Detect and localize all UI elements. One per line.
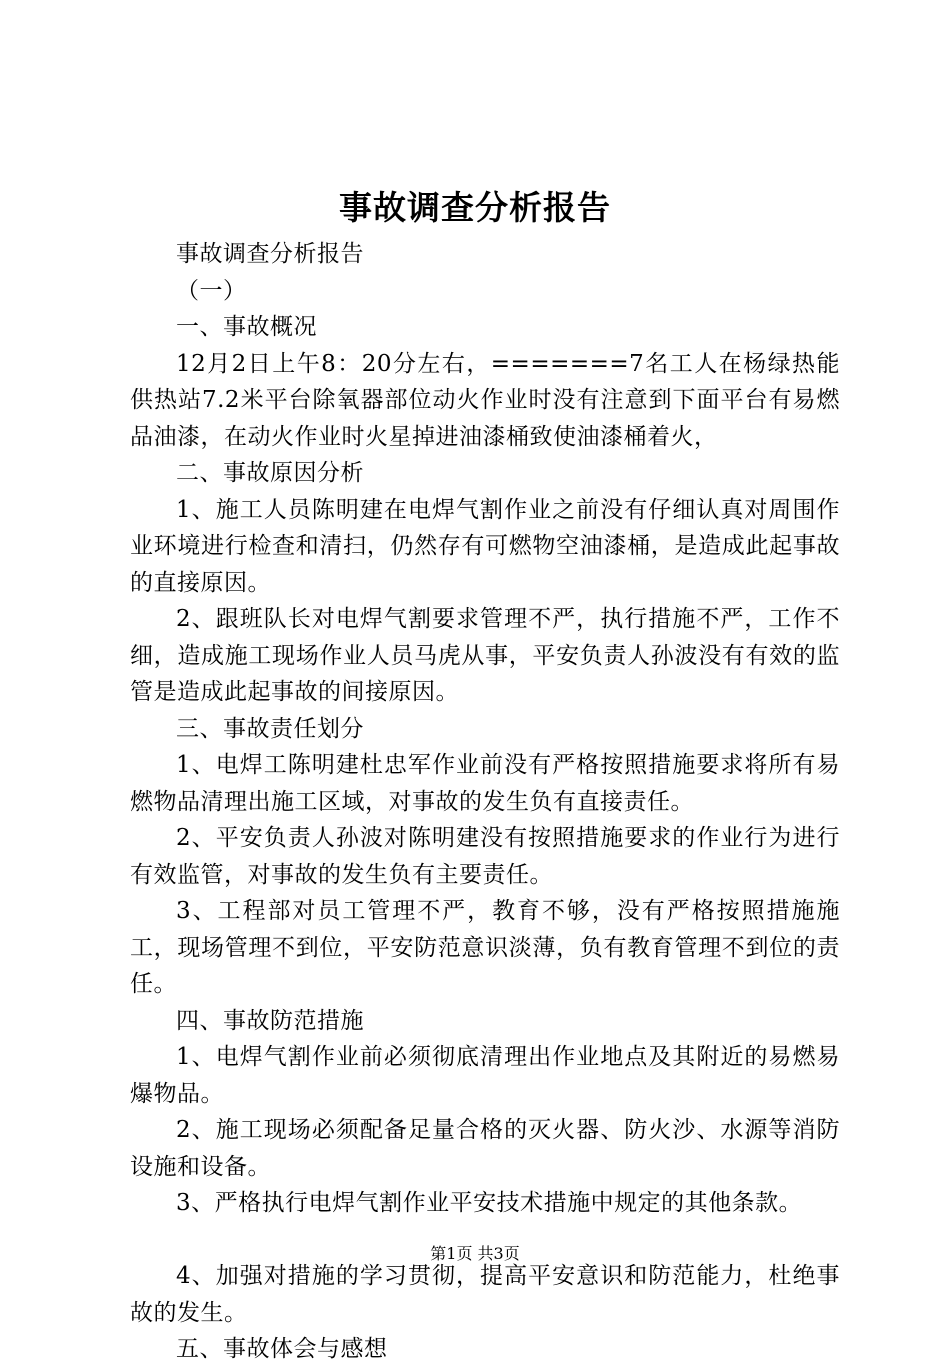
body-paragraph-responsibility-2: 2、平安负责人孙波对陈明建没有按照措施要求的作业行为进行有效监管，对事故的发生负有主要责任。	[130, 825, 840, 888]
page-footer: 第1页 共3页	[430, 1244, 520, 1263]
body-paragraph-prevention-4: 4、加强对措施的学习贯彻，提高平安意识和防范能力，杜绝事故的发生。	[130, 1263, 840, 1326]
body-paragraph-overview: 12月2日上午8：20分左右，=======7名工人在杨绿热能供热站7.2米平台除氧器部位动火作业时没有注意到下面平台有易燃品油漆，在动火作业时火星掉进油漆桶致使油漆桶着火，	[130, 350, 840, 450]
section-heading-responsibility: 三、事故责任划分	[176, 715, 364, 742]
body-paragraph-subtitle: 事故调查分析报告	[176, 241, 364, 267]
body-paragraph-cause-2: 2、跟班队长对电焊气割要求管理不严，执行措施不严，工作不细，造成施工现场作业人员马虎从事，平安负责人孙波没有有效的监管是造成此起事故的间接原因。	[130, 606, 840, 705]
section-heading-overview: 一、事故概况	[176, 314, 317, 340]
body-paragraph-prevention-2: 2、施工现场必须配备足量合格的灭火器、防火沙、水源等消防设施和设备。	[130, 1117, 840, 1180]
document-title: 事故调查分析报告	[339, 188, 611, 227]
body-paragraph-responsibility-3: 3、工程部对员工管理不严，教育不够，没有严格按照措施施工，现场管理不到位，平安防范意识淡薄，负有教育管理不到位的责任。	[130, 898, 840, 997]
section-heading-cause-analysis: 二、事故原因分析	[176, 460, 364, 486]
section-heading-reflection: 五、事故体会与感想	[176, 1336, 388, 1362]
body-paragraph-part-number: （一）	[176, 277, 247, 304]
body-paragraph-prevention-1: 1、电焊气割作业前必须彻底清理出作业地点及其附近的易燃易爆物品。	[130, 1044, 840, 1107]
section-heading-prevention: 四、事故防范措施	[176, 1007, 364, 1034]
body-paragraph-responsibility-1: 1、电焊工陈明建杜忠军作业前没有严格按照措施要求将所有易燃物品清理出施工区域，对事故的发生负有直接责任。	[130, 752, 840, 815]
body-paragraph-cause-1: 1、施工人员陈明建在电焊气割作业之前没有仔细认真对周围作业环境进行检查和清扫，仍然存有可燃物空油漆桶，是造成此起事故的直接原因。	[130, 496, 840, 596]
document-body	[130, 236, 840, 1368]
body-paragraph-prevention-3: 3、严格执行电焊气割作业平安技术措施中规定的其他条款。	[176, 1190, 803, 1216]
